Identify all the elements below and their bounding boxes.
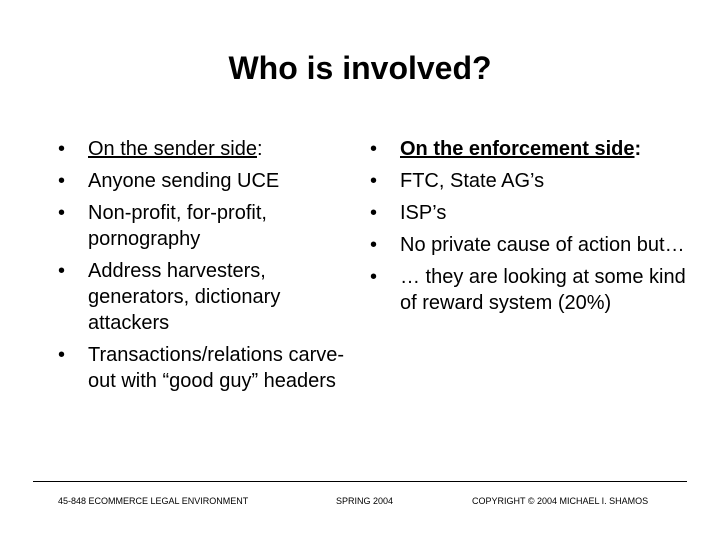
footer-copyright: COPYRIGHT © 2004 MICHAEL I. SHAMOS <box>472 496 649 506</box>
sender-side-list <box>58 136 348 400</box>
enforcement-side-heading: On the enforcement side <box>400 138 635 160</box>
bullet-text: … they are looking at some kind of reward system (20%) <box>400 266 686 314</box>
bullet-item <box>370 200 690 226</box>
bullet-text: Transactions/relations carve-out with “good guy” headers <box>88 344 345 392</box>
bullet-text: No private cause of action but… <box>400 234 685 256</box>
bullet-dot: • <box>370 170 378 192</box>
bullet-item <box>58 258 348 336</box>
bullet-text: FTC, State AG’s <box>400 170 545 192</box>
bullet-dot: • <box>370 234 378 256</box>
sender-side-heading: On the sender side <box>88 138 257 160</box>
footer-course: 45-848 ECOMMERCE LEGAL ENVIRONMENT <box>58 496 249 506</box>
enforcement-side-list <box>370 136 690 322</box>
bullet-dot: • <box>58 202 66 224</box>
footer-term: SPRING 2004 <box>336 496 394 506</box>
bullet-item <box>58 136 348 162</box>
bullet-text: Address harvesters, generators, dictionary attackers <box>88 260 281 334</box>
bullet-item <box>370 264 690 316</box>
bullet-dot: • <box>58 170 66 192</box>
bullet-item <box>58 200 348 252</box>
bullet-text: Anyone sending UCE <box>88 170 280 192</box>
bullet-text: Non-profit, for-profit, pornography <box>88 202 267 250</box>
bullet-dot: • <box>58 344 66 366</box>
bullet-item <box>58 168 348 194</box>
bullet-dot: • <box>370 202 378 224</box>
bullet-item <box>370 232 690 258</box>
bullet-dot: • <box>370 266 378 288</box>
bullet-item <box>58 342 348 394</box>
heading-colon: : <box>634 138 642 160</box>
footer-divider <box>33 481 687 482</box>
bullet-item <box>370 136 690 162</box>
bullet-text: ISP’s <box>400 202 447 224</box>
bullet-dot: • <box>370 138 378 160</box>
bullet-item <box>370 168 690 194</box>
heading-colon: : <box>257 138 263 160</box>
bullet-dot: • <box>58 260 66 282</box>
slide-title: Who is involved? <box>228 50 492 86</box>
bullet-dot: • <box>58 138 66 160</box>
